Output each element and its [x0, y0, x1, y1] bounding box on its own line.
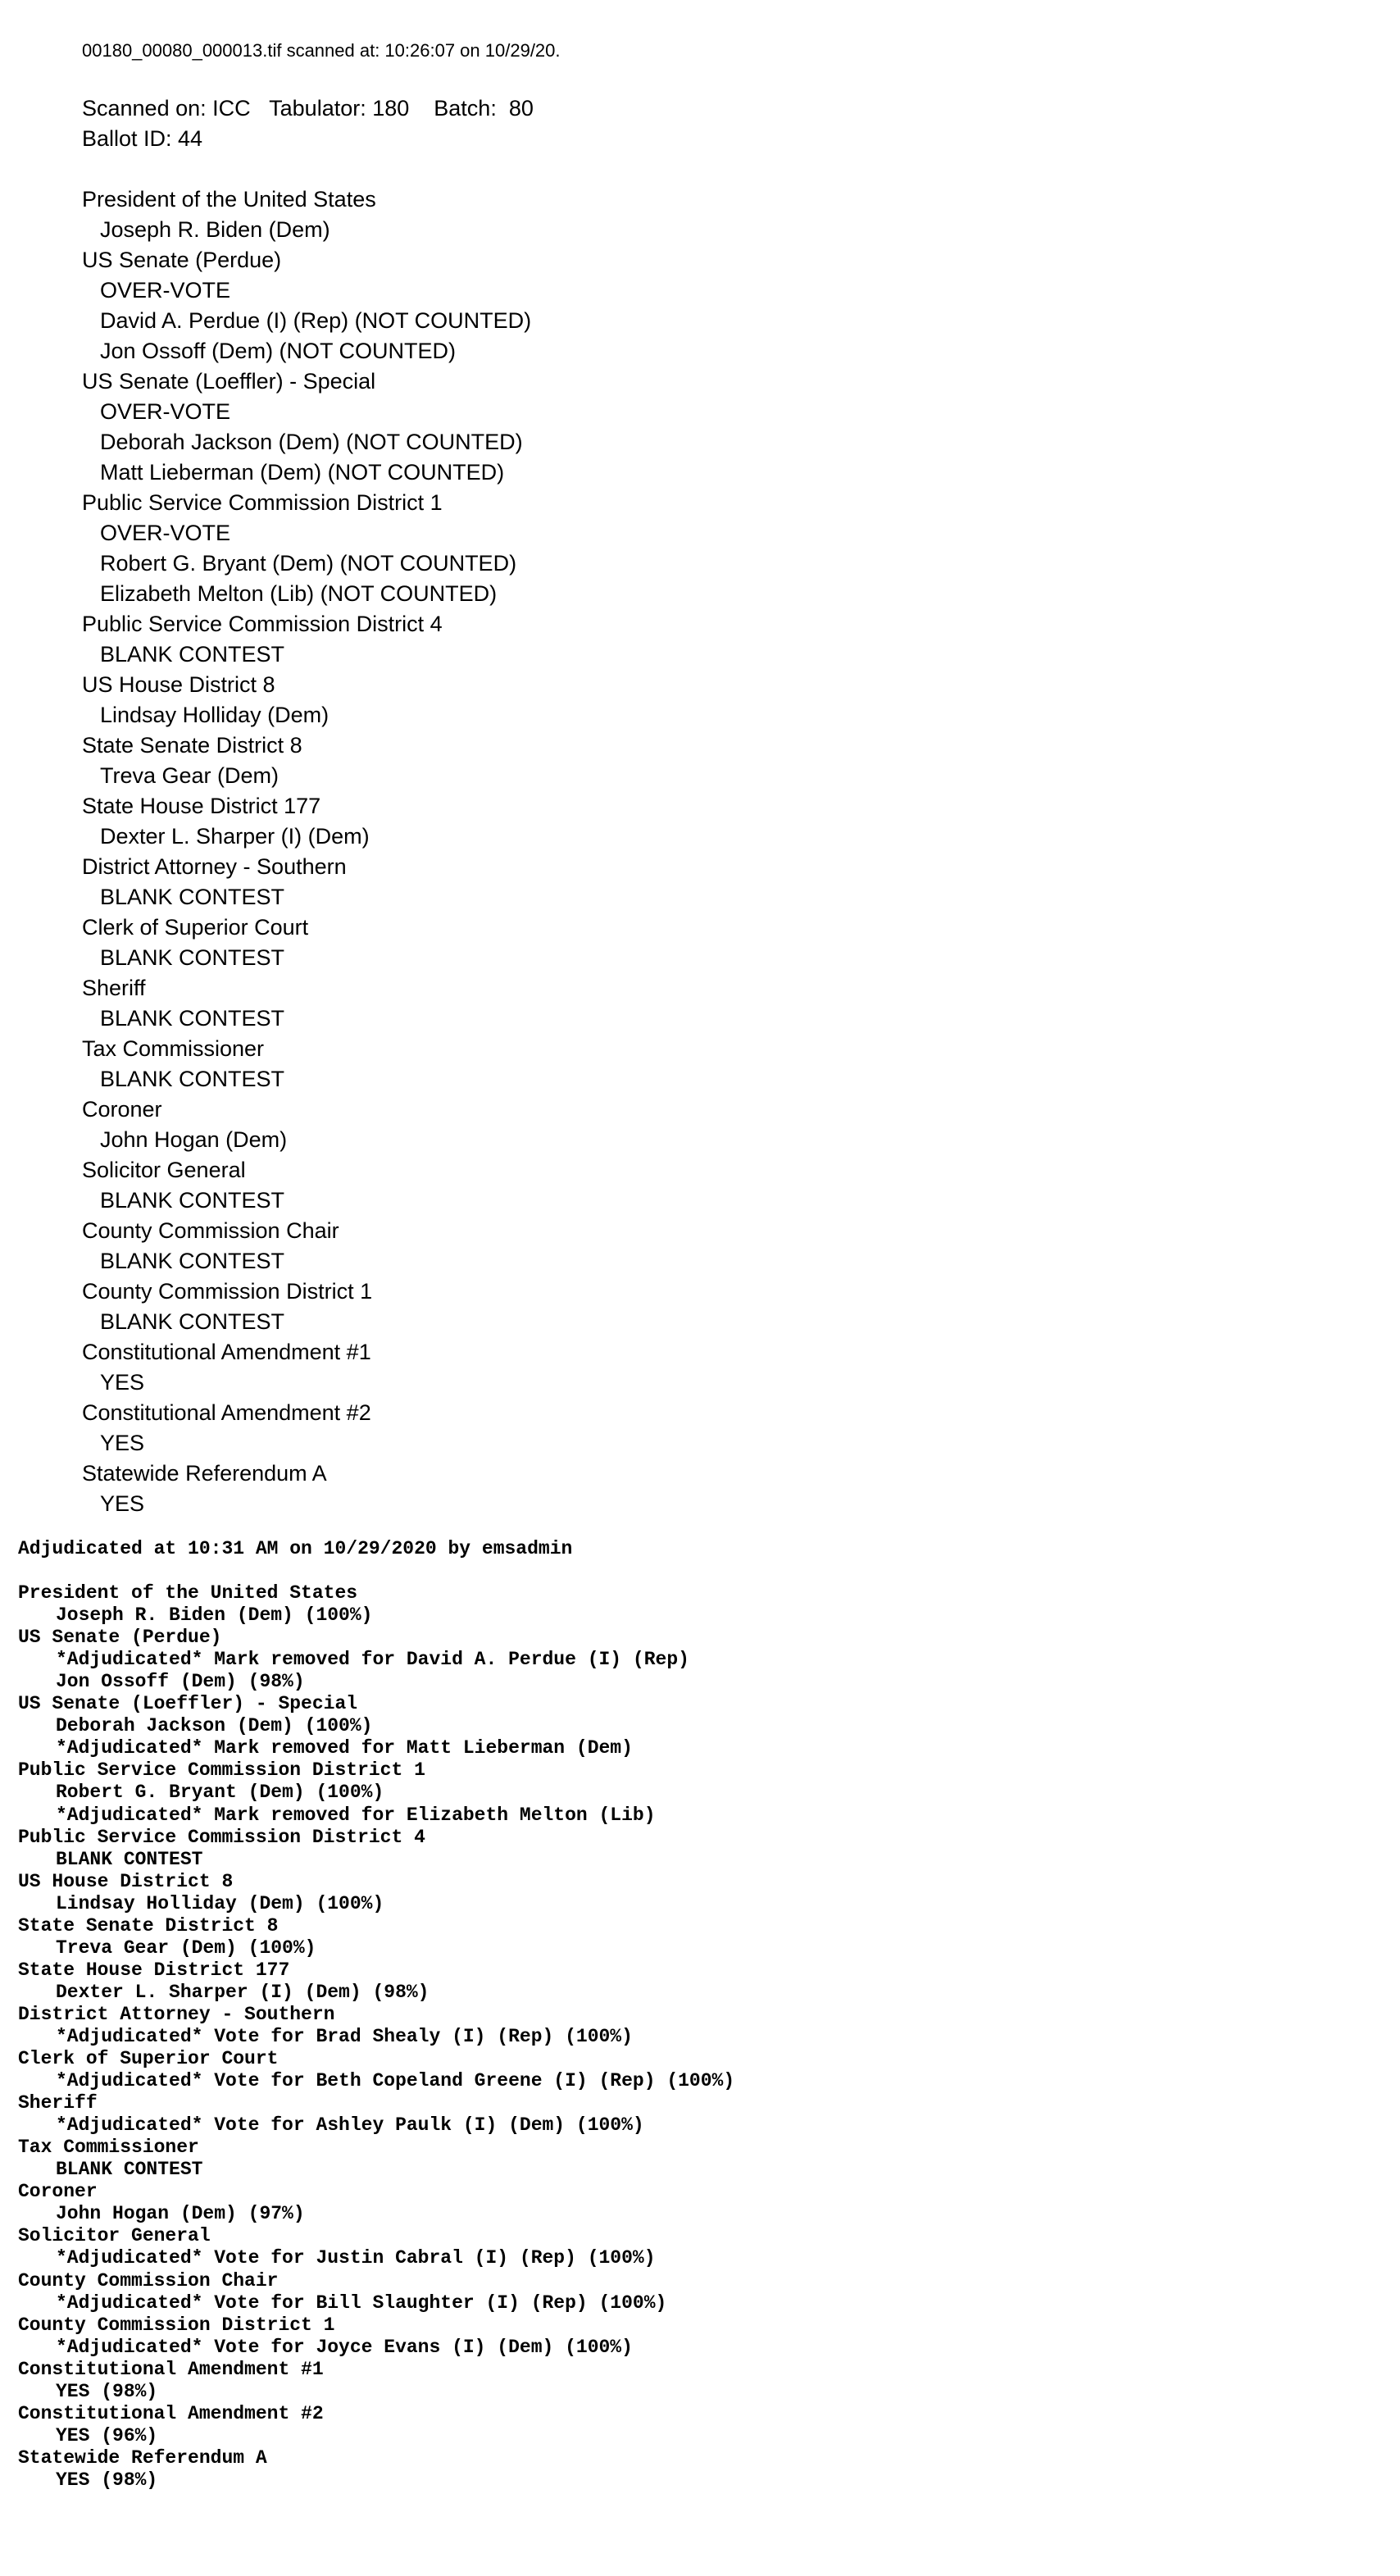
ballot-id-label: Ballot ID: 44 [82, 126, 203, 151]
tabulator-label: Tabulator: 180 [269, 96, 410, 121]
contest-name: Clerk of Superior Court [82, 915, 309, 940]
contest-name: State Senate District 8 [18, 1914, 279, 1937]
contest-choice: BLANK CONTEST [100, 945, 285, 970]
adjudication-contest-list [18, 1582, 1379, 2492]
contest-choice: BLANK CONTEST [100, 1067, 285, 1091]
contest-choice: Joseph R. Biden (Dem) (100%) [56, 1604, 373, 1627]
contest-name: Coroner [18, 2181, 98, 2203]
contest-name: County Commission District 1 [82, 1279, 373, 1304]
contest-name: County Commission Chair [82, 1218, 339, 1243]
contest-name: Statewide Referendum A [18, 2446, 267, 2469]
contest-choice: BLANK CONTEST [56, 1848, 203, 1870]
contest-name: US House District 8 [82, 672, 275, 697]
contest-choice: OVER-VOTE [100, 399, 231, 424]
contest-choice: *Adjudicated* Vote for Beth Copeland Greene (I) (Rep) (100%) [56, 2070, 735, 2092]
contest-name: US House District 8 [18, 1870, 234, 1892]
contest-choice: YES [100, 1491, 145, 1516]
contest-name: US Senate (Perdue) [82, 248, 282, 272]
contest-name: State House District 177 [18, 1959, 290, 1981]
contest-choice: Jon Ossoff (Dem) (98%) [56, 1671, 305, 1693]
contest-name: Public Service Commission District 1 [82, 490, 443, 515]
contest-name: Public Service Commission District 1 [18, 1759, 425, 1782]
contest-name: US Senate (Loeffler) - Special [82, 369, 376, 394]
contest-choice: *Adjudicated* Vote for Bill Slaughter (I) (Rep) (100%) [56, 2292, 667, 2314]
contest-name: Clerk of Superior Court [18, 2048, 279, 2070]
contest-choice: BLANK CONTEST [100, 642, 285, 667]
contest-choice: BLANK CONTEST [100, 1188, 285, 1213]
contest-choice: *Adjudicated* Vote for Joyce Evans (I) (Dem) (100%) [56, 2336, 633, 2358]
contest-choice: Deborah Jackson (Dem) (NOT COUNTED) [100, 430, 523, 454]
contest-name: Public Service Commission District 4 [82, 612, 443, 636]
contest-choice: Elizabeth Melton (Lib) (NOT COUNTED) [100, 581, 498, 606]
contest-name: Tax Commissioner [82, 1036, 265, 1061]
contest-name: Sheriff [82, 976, 146, 1000]
contest-name: Constitutional Amendment #2 [18, 2402, 324, 2424]
contest-name: Statewide Referendum A [82, 1461, 327, 1486]
contest-name: County Commission District 1 [18, 2314, 335, 2336]
contest-name: US Senate (Perdue) [18, 1627, 222, 1649]
contest-choice: BLANK CONTEST [100, 1309, 285, 1334]
contest-name: US Senate (Loeffler) - Special [18, 1693, 358, 1715]
contest-choice: Joseph R. Biden (Dem) [100, 217, 330, 242]
contest-choice: YES [100, 1370, 145, 1395]
adjudication-header: Adjudicated at 10:31 AM on 10/29/2020 by emsadmin [18, 1538, 573, 1559]
contest-choice: Dexter L. Sharper (I) (Dem) [100, 824, 370, 849]
contest-choice: OVER-VOTE [100, 521, 231, 545]
contest-choice: YES (98%) [56, 2380, 158, 2402]
contest-choice: YES [100, 1431, 145, 1455]
contest-name: Solicitor General [82, 1158, 246, 1182]
contest-choice: John Hogan (Dem) [100, 1127, 288, 1152]
contest-name: Solicitor General [18, 2225, 211, 2247]
contest-name: President of the United States [82, 187, 376, 212]
ballot-scan-summary [82, 39, 1311, 1519]
contest-choice: David A. Perdue (I) (Rep) (NOT COUNTED) [100, 308, 532, 333]
contest-name: Sheriff [18, 2092, 98, 2114]
contest-choice: BLANK CONTEST [100, 1249, 285, 1273]
contest-choice: BLANK CONTEST [100, 1006, 285, 1031]
contest-choice: *Adjudicated* Mark removed for David A. Perdue (I) (Rep) [56, 1649, 689, 1671]
contest-choice: BLANK CONTEST [56, 2159, 203, 2181]
scan-metadata [82, 93, 1311, 154]
contest-choice: OVER-VOTE [100, 278, 231, 303]
contest-choice: Lindsay Holliday (Dem) [100, 703, 330, 727]
contest-name: Coroner [82, 1097, 162, 1122]
contest-name: Tax Commissioner [18, 2137, 199, 2159]
contest-choice: Robert G. Bryant (Dem) (100%) [56, 1782, 384, 1804]
contest-choice: YES (98%) [56, 2469, 158, 2491]
contest-name: Constitutional Amendment #2 [82, 1400, 371, 1425]
scan-filename-line: 00180_00080_000013.tif scanned at: 10:26:07 on 10/29/20. [82, 40, 561, 61]
contest-name: District Attorney - Southern [82, 854, 347, 879]
contest-name: County Commission Chair [18, 2269, 279, 2292]
contest-list [82, 184, 1311, 1519]
contest-choice: Lindsay Holliday (Dem) (100%) [56, 1892, 384, 1914]
contest-name: District Attorney - Southern [18, 2003, 335, 2025]
contest-choice: Matt Lieberman (Dem) (NOT COUNTED) [100, 460, 505, 485]
contest-choice: *Adjudicated* Mark removed for Matt Lieberman (Dem) [56, 1737, 633, 1759]
batch-label: Batch: 80 [434, 96, 534, 121]
scan-metadata-row [82, 93, 1311, 124]
contest-choice: Dexter L. Sharper (I) (Dem) (98%) [56, 1981, 430, 2003]
scanned-on-label: Scanned on: ICC [82, 96, 251, 121]
contest-choice: Deborah Jackson (Dem) (100%) [56, 1715, 373, 1737]
contest-choice: Treva Gear (Dem) (100%) [56, 1937, 316, 1959]
contest-name: Public Service Commission District 4 [18, 1826, 425, 1848]
contest-choice: *Adjudicated* Vote for Ashley Paulk (I) (Dem) (100%) [56, 2114, 644, 2137]
contest-name: State Senate District 8 [82, 733, 302, 758]
contest-name: Constitutional Amendment #1 [18, 2358, 324, 2380]
contest-choice: John Hogan (Dem) (97%) [56, 2203, 305, 2225]
contest-choice: *Adjudicated* Vote for Justin Cabral (I) (Rep) (100%) [56, 2247, 656, 2269]
contest-choice: YES (96%) [56, 2424, 158, 2446]
contest-choice: Jon Ossoff (Dem) (NOT COUNTED) [100, 339, 457, 363]
contest-name: President of the United States [18, 1582, 358, 1604]
contest-choice: Treva Gear (Dem) [100, 763, 280, 788]
contest-choice: BLANK CONTEST [100, 885, 285, 909]
contest-name: Constitutional Amendment #1 [82, 1340, 371, 1364]
adjudication-log [18, 1538, 1379, 2492]
contest-choice: Robert G. Bryant (Dem) (NOT COUNTED) [100, 551, 517, 576]
contest-choice: *Adjudicated* Vote for Brad Shealy (I) (Rep) (100%) [56, 2025, 633, 2047]
contest-choice: *Adjudicated* Mark removed for Elizabeth Melton (Lib) [56, 1804, 656, 1826]
contest-name: State House District 177 [82, 794, 321, 818]
